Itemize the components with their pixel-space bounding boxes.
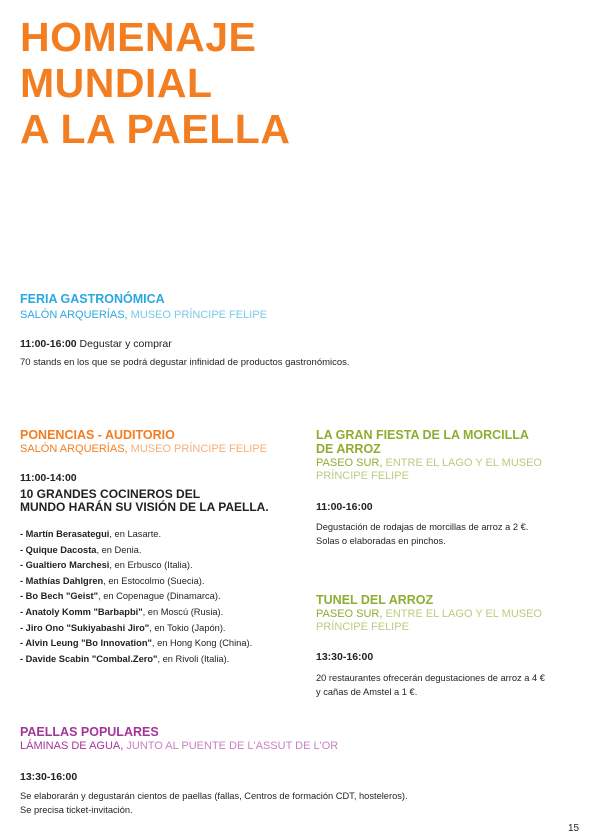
- section-ponencias: [20, 428, 305, 667]
- morcilla-text: Degustación de rodajas de morcillas de arroz a 2 €.: [316, 522, 529, 532]
- tunel-venue-line2: [316, 621, 588, 634]
- page-title: [20, 14, 290, 152]
- paellas-venue-rest: JUNTO AL PUENTE DE L'ASSUT DE L'OR: [123, 740, 339, 752]
- chef-detail: , en Lasarte.: [109, 529, 162, 539]
- tunel-heading: TUNEL DEL ARROZ: [316, 593, 434, 607]
- title-line: MUNDIAL: [20, 60, 213, 106]
- page-number: 15: [568, 823, 580, 834]
- chef-name: - Gualtiero Marchesi: [20, 560, 110, 571]
- list-item: [20, 574, 305, 590]
- chef-detail: , en Denia.: [96, 544, 142, 555]
- title-line: HOMENAJE: [20, 14, 257, 60]
- chef-name: - Bo Bech "Geist": [20, 591, 99, 602]
- feria-time-desc: Degustar y comprar: [76, 338, 172, 350]
- morcilla-text: Solas o elaboradas en pinchos.: [316, 536, 446, 546]
- tunel-text: y cañas de Amstel a 1 €.: [316, 687, 418, 697]
- chef-name: - Martín Berasategui: [20, 529, 110, 539]
- ponencias-big-line: MUNDO HARÁN SU VISIÓN DE LA PAELLA.: [20, 500, 269, 514]
- chef-detail: , en Tokio (Japón).: [149, 622, 226, 633]
- chef-detail: , en Estocolmo (Suecia).: [103, 575, 205, 586]
- morcilla-time: 11:00-16:00: [316, 501, 373, 513]
- list-item: [20, 636, 305, 652]
- tunel-venue: [316, 608, 588, 621]
- ponencias-heading: PONENCIAS - AUDITORIO: [20, 428, 175, 442]
- tunel-time: 13:30-16:00: [316, 651, 374, 663]
- ponencias-venue-rest: MUSEO PRÍNCIPE FELIPE: [127, 443, 267, 455]
- morcilla-heading: LA GRAN FIESTA DE LA MORCILLA: [316, 428, 529, 442]
- morcilla-venue-main: PASEO SUR,: [316, 457, 383, 469]
- morcilla-venue-line2: [316, 470, 588, 483]
- ponencias-venue-main: SALÓN ARQUERÍAS,: [20, 443, 128, 455]
- morcilla-heading: DE ARROZ: [316, 442, 381, 456]
- list-item: [20, 543, 305, 559]
- tunel-venue-rest: ENTRE EL LAGO Y EL MUSEO: [382, 608, 542, 620]
- list-item: [20, 652, 305, 668]
- section-paellas: [20, 725, 585, 817]
- list-item: [20, 558, 305, 574]
- chef-name: - Jiro Ono "Sukiyabashi Jiro": [20, 622, 150, 633]
- tunel-venue-main: PASEO SUR,: [316, 608, 383, 620]
- paellas-venue: [20, 740, 585, 753]
- paellas-time: 13:30-16:00: [20, 771, 78, 783]
- paellas-heading: PAELLAS POPULARES: [20, 725, 159, 739]
- chef-detail: , en Hong Kong (China).: [151, 638, 253, 649]
- list-item: [20, 527, 305, 543]
- paellas-venue-main: LÁMINAS DE AGUA,: [20, 740, 124, 752]
- list-item: [20, 605, 305, 621]
- chef-name: - Anatoly Komm "Barbapbi": [20, 606, 143, 617]
- chef-list: [20, 527, 305, 667]
- feria-time-row: [20, 338, 580, 350]
- chef-detail: , en Erbusco (Italia).: [109, 560, 193, 571]
- feria-text: 70 stands en los que se podrá degustar infinidad de productos gastronómicos.: [20, 357, 350, 368]
- chef-name: - Mathías Dahlgren: [20, 575, 104, 586]
- morcilla-venue-rest: ENTRE EL LAGO Y EL MUSEO: [382, 457, 542, 469]
- section-morcilla: [316, 428, 588, 548]
- ponencias-big-line: 10 GRANDES COCINEROS DEL: [20, 487, 201, 501]
- feria-heading: FERIA GASTRONÓMICA: [20, 292, 165, 306]
- feria-venue-main: SALÓN ARQUERÍAS,: [20, 309, 128, 321]
- chef-detail: , en Rivoli (Italia).: [157, 653, 230, 664]
- chef-name: - Alvin Leung "Bo Innovation": [20, 638, 152, 649]
- feria-venue-rest: MUSEO PRÍNCIPE FELIPE: [127, 309, 267, 321]
- ponencias-time: 11:00-14:00: [20, 472, 77, 484]
- section-feria: [20, 292, 580, 370]
- feria-time: 11:00-16:00: [20, 338, 77, 350]
- ponencias-venue: [20, 443, 305, 456]
- chef-name: - Davide Scabin "Combal.Zero": [20, 653, 158, 664]
- tunel-text: 20 restaurantes ofrecerán degustaciones de arroz a 4 €: [316, 673, 545, 683]
- feria-venue: [20, 309, 580, 322]
- paellas-text: Se elaborarán y degustarán cientos de paellas (fallas, Centros de formación CDT, hosteleros).: [20, 791, 408, 801]
- section-tunel: [316, 593, 588, 699]
- morcilla-venue-rest: PRÍNCIPE FELIPE: [316, 470, 409, 482]
- paellas-text: Se precisa ticket-invitación.: [20, 805, 133, 815]
- chef-name: - Quique Dacosta: [20, 544, 97, 555]
- chef-detail: , en Moscú (Rusia).: [142, 606, 224, 617]
- chef-detail: , en Copenague (Dinamarca).: [98, 591, 221, 602]
- list-item: [20, 589, 305, 605]
- tunel-venue-rest: PRÍNCIPE FELIPE: [316, 621, 409, 633]
- morcilla-venue: [316, 457, 588, 470]
- list-item: [20, 621, 305, 637]
- title-line: A LA PAELLA: [20, 106, 291, 152]
